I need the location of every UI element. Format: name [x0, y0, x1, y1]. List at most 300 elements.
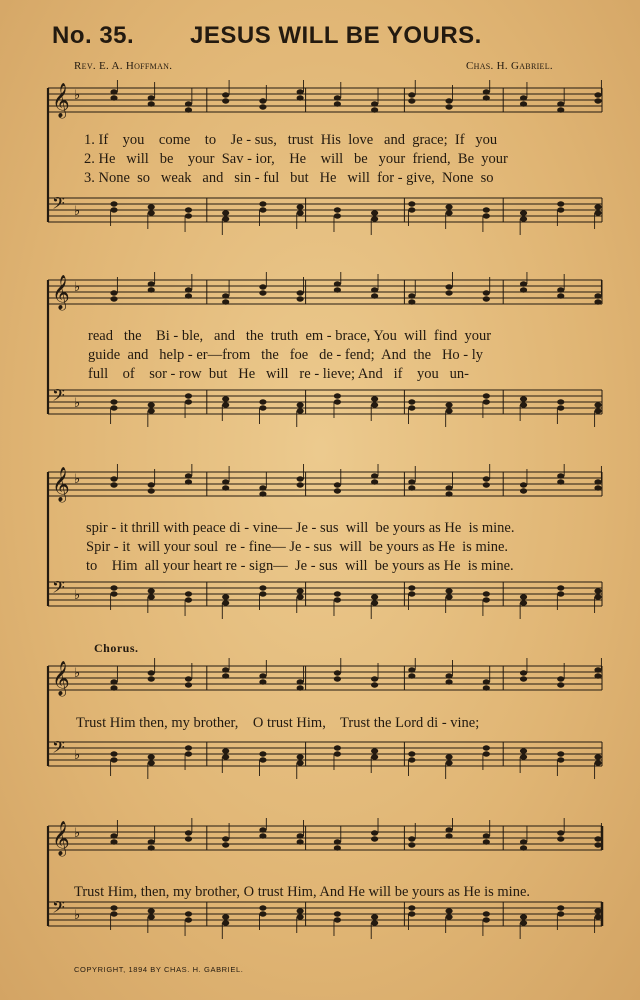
note-head [408, 751, 415, 756]
note-head [334, 676, 341, 681]
note-head [520, 281, 527, 286]
note-head [110, 399, 117, 404]
note-head [222, 600, 229, 605]
note-head [297, 290, 304, 295]
note-head [483, 839, 490, 844]
note-head [594, 667, 601, 672]
note-head [110, 591, 117, 596]
verse-line: Spir - it will your soul re - fine— Je - sus will be yours as He is mine. [86, 539, 509, 555]
note-head [259, 104, 266, 109]
note-head [222, 748, 229, 753]
note-head [222, 836, 229, 841]
note-head [297, 760, 304, 765]
note-head [445, 908, 452, 913]
note-head [445, 594, 452, 599]
verse-line: 3. None so weak and sin - ful but He will for - give, None so [84, 170, 494, 186]
key-flat-icon: ♭ [74, 588, 81, 603]
note-head [520, 488, 527, 493]
note-head [297, 402, 304, 407]
note-head [185, 101, 192, 106]
note-head [297, 914, 304, 919]
note-head [334, 745, 341, 750]
note-head [520, 748, 527, 753]
note-head [297, 594, 304, 599]
note-head [185, 107, 192, 112]
note-head [557, 101, 564, 106]
note-head [148, 754, 155, 759]
note-head [185, 836, 192, 841]
bass-clef-icon: 𝄢 [52, 897, 65, 921]
note-head [185, 591, 192, 596]
note-head [371, 748, 378, 753]
note-head [557, 107, 564, 112]
note-head [520, 402, 527, 407]
note-head [297, 482, 304, 487]
note-head [408, 585, 415, 590]
note-head [222, 842, 229, 847]
note-head [483, 296, 490, 301]
note-head [334, 101, 341, 106]
note-head [445, 104, 452, 109]
note-head [185, 293, 192, 298]
chorus-line: Trust Him then, my brother, O trust Him, Trust the Lord di - vine; [76, 715, 480, 731]
note-head [483, 751, 490, 756]
hymn-title: JESUS WILL BE YOURS. [190, 22, 482, 49]
note-head [483, 393, 490, 398]
verse-line: to Him all your heart re - sign— Je - sus will be yours as He is mine. [86, 558, 514, 574]
note-head [483, 89, 490, 94]
note-head [445, 673, 452, 678]
note-head [259, 405, 266, 410]
note-head [334, 591, 341, 596]
bass-clef-icon: 𝄢 [52, 385, 65, 409]
key-flat-icon: ♭ [74, 826, 81, 841]
note-head [185, 479, 192, 484]
note-head [259, 207, 266, 212]
note-head [520, 101, 527, 106]
note-head [408, 905, 415, 910]
verse-line: 2. He will be your Sav - ior, He will be your friend, Be your [84, 151, 508, 167]
note-head [594, 754, 601, 759]
note-head [259, 673, 266, 678]
note-head [148, 839, 155, 844]
key-flat-icon: ♭ [74, 280, 81, 295]
note-head [110, 679, 117, 684]
note-head [259, 201, 266, 206]
verse-line: 1. If you come to Je - sus, trust His love and grace; If you [84, 132, 498, 148]
note-head [408, 673, 415, 678]
note-head [408, 293, 415, 298]
note-head [110, 585, 117, 590]
note-head [110, 911, 117, 916]
note-head [483, 745, 490, 750]
note-head [259, 491, 266, 496]
note-head [445, 284, 452, 289]
note-head [185, 287, 192, 292]
note-head [594, 92, 601, 97]
note-head [334, 207, 341, 212]
note-head [594, 293, 601, 298]
note-head [408, 399, 415, 404]
key-flat-icon: ♭ [74, 204, 81, 219]
note-head [594, 204, 601, 209]
note-head [259, 751, 266, 756]
note-head [520, 754, 527, 759]
note-head [445, 754, 452, 759]
treble-clef-icon: 𝄞 [52, 275, 70, 310]
note-head [334, 670, 341, 675]
note-head [557, 207, 564, 212]
note-head [445, 679, 452, 684]
key-flat-icon: ♭ [74, 908, 81, 923]
note-head [371, 594, 378, 599]
note-head [594, 98, 601, 103]
note-head [371, 479, 378, 484]
note-head [445, 98, 452, 103]
note-head [594, 914, 601, 919]
note-head [259, 911, 266, 916]
note-head [594, 836, 601, 841]
note-head [445, 833, 452, 838]
note-head [222, 914, 229, 919]
key-flat-icon: ♭ [74, 472, 81, 487]
note-head [520, 287, 527, 292]
note-head [185, 682, 192, 687]
note-head [445, 491, 452, 496]
note-head [334, 399, 341, 404]
note-head [483, 833, 490, 838]
treble-clef-icon: 𝄞 [52, 467, 70, 502]
note-head [222, 98, 229, 103]
note-head [371, 836, 378, 841]
note-head [371, 920, 378, 925]
note-head [557, 757, 564, 762]
note-head [557, 682, 564, 687]
note-head [557, 830, 564, 835]
note-head [259, 757, 266, 762]
note-head [483, 911, 490, 916]
note-head [594, 673, 601, 678]
note-head [222, 479, 229, 484]
note-head [557, 676, 564, 681]
note-head [148, 281, 155, 286]
bass-clef-icon: 𝄢 [52, 737, 65, 761]
note-head [520, 670, 527, 675]
note-head [222, 673, 229, 678]
note-head [259, 591, 266, 596]
note-head [110, 839, 117, 844]
note-head [297, 204, 304, 209]
note-head [557, 905, 564, 910]
note-head [594, 408, 601, 413]
note-head [185, 473, 192, 478]
note-head [408, 842, 415, 847]
note-head [148, 594, 155, 599]
note-head [483, 685, 490, 690]
note-head [148, 670, 155, 675]
note-head [222, 667, 229, 672]
note-head [222, 396, 229, 401]
note-head [185, 676, 192, 681]
note-head [408, 591, 415, 596]
note-head [297, 476, 304, 481]
verse-line: full of sor - row but He will re - lieve; And if you un- [88, 366, 469, 382]
note-head [148, 204, 155, 209]
note-head [520, 482, 527, 487]
note-head [259, 905, 266, 910]
music-system-2 [40, 272, 610, 442]
note-head [520, 216, 527, 221]
note-head [334, 287, 341, 292]
note-head [594, 402, 601, 407]
note-head [148, 408, 155, 413]
note-head [483, 95, 490, 100]
note-head [483, 591, 490, 596]
note-head [148, 210, 155, 215]
note-head [297, 89, 304, 94]
note-head [408, 911, 415, 916]
note-head [259, 833, 266, 838]
note-head [445, 485, 452, 490]
note-head [408, 485, 415, 490]
note-head [334, 917, 341, 922]
note-head [594, 299, 601, 304]
note-head [259, 485, 266, 490]
note-head [594, 479, 601, 484]
note-head [371, 682, 378, 687]
note-head [185, 597, 192, 602]
music-system-3 [40, 464, 610, 634]
verse-line: guide and help - er—from the foe de - fend; And the Ho - ly [88, 347, 484, 363]
note-head [148, 101, 155, 106]
note-head [408, 98, 415, 103]
note-head [185, 917, 192, 922]
note-head [371, 676, 378, 681]
note-head [371, 396, 378, 401]
note-head [557, 479, 564, 484]
note-head [520, 594, 527, 599]
note-head [110, 296, 117, 301]
note-head [334, 95, 341, 100]
note-head [371, 402, 378, 407]
note-head [222, 210, 229, 215]
note-head [110, 201, 117, 206]
note-head [483, 207, 490, 212]
note-head [371, 600, 378, 605]
note-head [483, 917, 490, 922]
note-head [557, 405, 564, 410]
note-head [148, 95, 155, 100]
note-head [594, 594, 601, 599]
note-head [483, 399, 490, 404]
key-flat-icon: ♭ [74, 748, 81, 763]
note-head [334, 839, 341, 844]
note-head [557, 201, 564, 206]
note-head [222, 485, 229, 490]
note-head [557, 399, 564, 404]
note-head [297, 839, 304, 844]
note-head [222, 402, 229, 407]
note-head [520, 600, 527, 605]
note-head [185, 745, 192, 750]
note-head [408, 201, 415, 206]
note-head [185, 393, 192, 398]
note-head [110, 207, 117, 212]
note-head [371, 101, 378, 106]
note-head [557, 836, 564, 841]
chorus-line: Trust Him, then, my brother, O trust Him, And He will be yours as He is mine. [74, 884, 531, 900]
note-head [110, 476, 117, 481]
treble-clef-icon: 𝄞 [52, 661, 70, 696]
note-head [557, 293, 564, 298]
note-head [557, 911, 564, 916]
note-head [148, 914, 155, 919]
note-head [110, 905, 117, 910]
note-head [371, 210, 378, 215]
note-head [408, 405, 415, 410]
chorus-label: Chorus. [94, 641, 139, 655]
note-head [148, 287, 155, 292]
note-head [185, 213, 192, 218]
note-head [594, 210, 601, 215]
bass-clef-icon: 𝄢 [52, 193, 65, 217]
note-head [557, 751, 564, 756]
note-head [148, 760, 155, 765]
note-head [222, 216, 229, 221]
note-head [408, 757, 415, 762]
note-head [297, 210, 304, 215]
note-head [222, 92, 229, 97]
note-head [334, 751, 341, 756]
note-head [185, 207, 192, 212]
lyricist-credit: Rev. E. A. Hoffman. [74, 60, 173, 72]
note-head [297, 908, 304, 913]
note-head [110, 405, 117, 410]
note-head [222, 920, 229, 925]
note-head [185, 399, 192, 404]
note-head [445, 914, 452, 919]
treble-clef-icon: 𝄞 [52, 83, 70, 118]
note-head [408, 92, 415, 97]
note-head [297, 833, 304, 838]
music-system-4 [40, 658, 610, 798]
note-head [557, 591, 564, 596]
note-head [110, 482, 117, 487]
note-head [110, 757, 117, 762]
note-head [445, 760, 452, 765]
note-head [185, 751, 192, 756]
note-head [297, 296, 304, 301]
note-head [594, 908, 601, 913]
note-head [148, 845, 155, 850]
note-head [334, 488, 341, 493]
note-head [483, 213, 490, 218]
note-head [408, 479, 415, 484]
note-head [222, 299, 229, 304]
note-head [371, 754, 378, 759]
key-flat-icon: ♭ [74, 666, 81, 681]
note-head [371, 216, 378, 221]
note-head [259, 585, 266, 590]
note-head [334, 281, 341, 286]
key-flat-icon: ♭ [74, 396, 81, 411]
note-head [259, 679, 266, 684]
verse-line: spir - it thrill with peace di - vine— Je - sus will be yours as He is mine. [86, 520, 515, 536]
note-head [185, 830, 192, 835]
note-head [371, 107, 378, 112]
note-head [259, 290, 266, 295]
note-head [110, 751, 117, 756]
note-head [520, 914, 527, 919]
note-head [408, 207, 415, 212]
treble-clef-icon: 𝄞 [52, 821, 70, 856]
note-head [408, 836, 415, 841]
note-head [520, 95, 527, 100]
note-head [445, 827, 452, 832]
note-head [408, 299, 415, 304]
note-head [445, 290, 452, 295]
note-head [371, 830, 378, 835]
note-head [334, 482, 341, 487]
note-head [297, 685, 304, 690]
note-head [334, 213, 341, 218]
note-head [148, 402, 155, 407]
note-head [520, 839, 527, 844]
note-head [445, 204, 452, 209]
note-head [371, 914, 378, 919]
verse-line: read the Bi - ble, and the truth em - brace, You will find your [88, 328, 492, 344]
note-head [185, 911, 192, 916]
copyright-notice: COPYRIGHT, 1894 BY CHAS. H. GABRIEL. [74, 965, 244, 974]
note-head [148, 908, 155, 913]
note-head [148, 488, 155, 493]
note-head [371, 293, 378, 298]
note-head [557, 473, 564, 478]
key-flat-icon: ♭ [74, 88, 81, 103]
note-head [222, 293, 229, 298]
note-head [110, 89, 117, 94]
note-head [408, 667, 415, 672]
note-head [483, 482, 490, 487]
note-head [483, 476, 490, 481]
note-head [594, 485, 601, 490]
note-head [148, 676, 155, 681]
note-head [557, 287, 564, 292]
note-head [445, 408, 452, 413]
note-head [334, 911, 341, 916]
note-head [483, 679, 490, 684]
note-head [371, 287, 378, 292]
note-head [259, 827, 266, 832]
note-head [148, 588, 155, 593]
note-head [259, 284, 266, 289]
note-head [520, 210, 527, 215]
note-head [110, 290, 117, 295]
note-head [297, 754, 304, 759]
note-head [222, 754, 229, 759]
note-head [110, 833, 117, 838]
note-head [483, 290, 490, 295]
note-head [297, 408, 304, 413]
note-head [520, 920, 527, 925]
note-head [297, 679, 304, 684]
note-head [594, 588, 601, 593]
note-head [557, 585, 564, 590]
hymn-number: No. 35. [52, 22, 135, 49]
music-system-5 [40, 818, 610, 958]
note-head [445, 402, 452, 407]
note-head [483, 597, 490, 602]
